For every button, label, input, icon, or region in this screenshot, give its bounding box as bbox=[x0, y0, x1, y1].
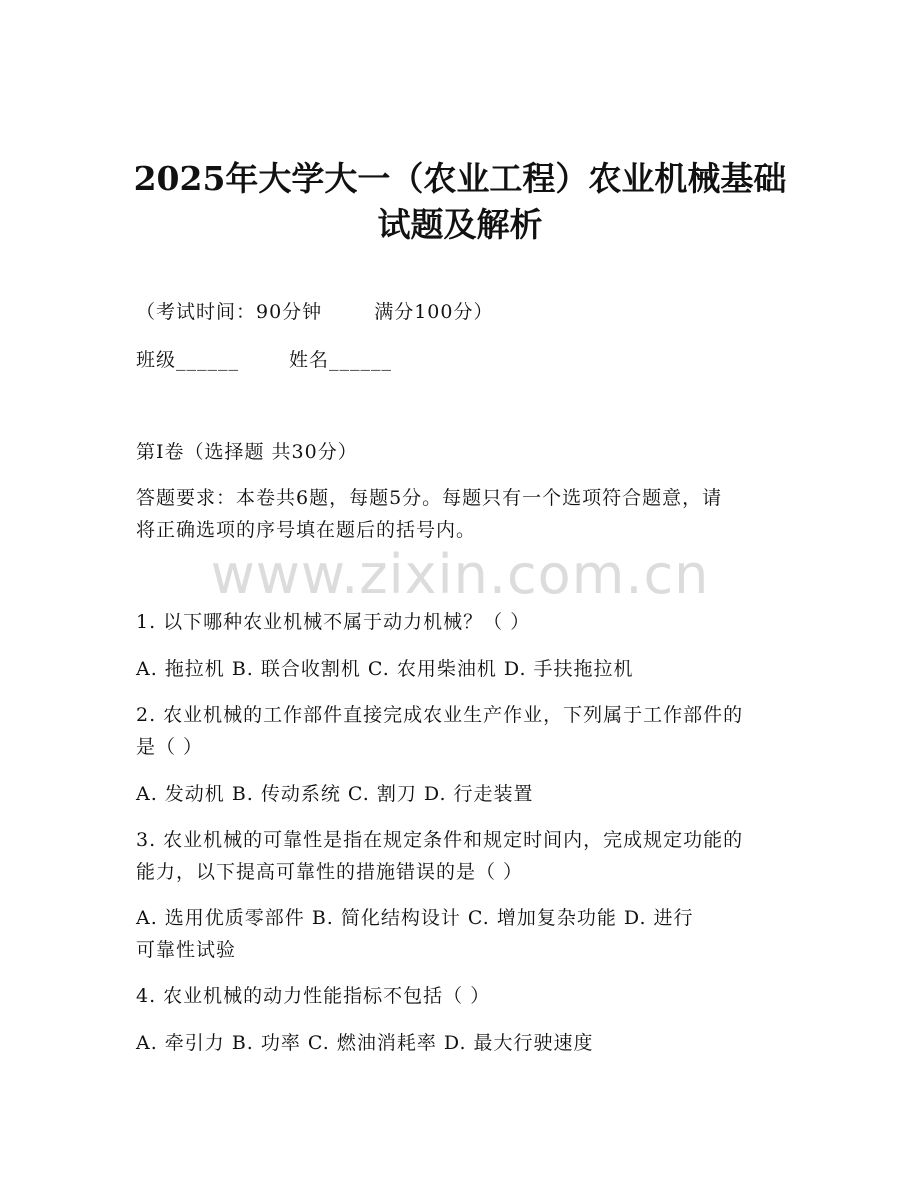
question-1-options: A. 拖拉机 B. 联合收割机 C. 农用柴油机 D. 手扶拖拉机 bbox=[136, 658, 634, 680]
class-field: 班级______ bbox=[136, 349, 240, 371]
question-3-stem-cont: 能力，以下提高可靠性的措施错误的是（ ） bbox=[136, 861, 524, 883]
document-title-line-1: 2025年大学大一（农业工程）农业机械基础 bbox=[133, 159, 787, 198]
question-3-stem: 3. 农业机械的可靠性是指在规定条件和规定时间内，完成规定功能的 bbox=[136, 829, 744, 851]
question-1-stem: 1. 以下哪种农业机械不属于动力机械？（ ） bbox=[136, 611, 531, 633]
name-field: 姓名______ bbox=[289, 349, 393, 371]
question-2-stem: 2. 农业机械的工作部件直接完成农业生产作业，下列属于工作部件的 bbox=[136, 704, 744, 726]
question-4-options: A. 牵引力 B. 功率 C. 燃油消耗率 D. 最大行驶速度 bbox=[136, 1032, 594, 1054]
question-2-stem-cont: 是（ ） bbox=[136, 736, 204, 758]
question-3-options-cont: 可靠性试验 bbox=[136, 939, 237, 961]
instructions-line-2: 将正确选项的序号填在题后的括号内。 bbox=[136, 519, 477, 541]
exam-time: （考试时间：90分钟 bbox=[136, 301, 323, 323]
student-info bbox=[136, 351, 392, 370]
instructions-line-1: 答题要求：本卷共6题，每题5分。每题只有一个选项符合题意，请 bbox=[136, 487, 723, 509]
question-3-options: A. 选用优质零部件 B. 简化结构设计 C. 增加复杂功能 D. 进行 bbox=[136, 907, 694, 929]
watermark: www.zixin.com.cn bbox=[210, 543, 710, 606]
section-title: 第I卷（选择题 共30分） bbox=[136, 441, 358, 463]
full-score: 满分100分） bbox=[374, 301, 494, 323]
exam-info bbox=[136, 303, 493, 322]
question-4-stem: 4. 农业机械的动力性能指标不包括（ ） bbox=[136, 985, 491, 1007]
document-title-line-2: 试题及解析 bbox=[377, 205, 543, 244]
question-2-options: A. 发动机 B. 传动系统 C. 割刀 D. 行走装置 bbox=[136, 783, 534, 805]
